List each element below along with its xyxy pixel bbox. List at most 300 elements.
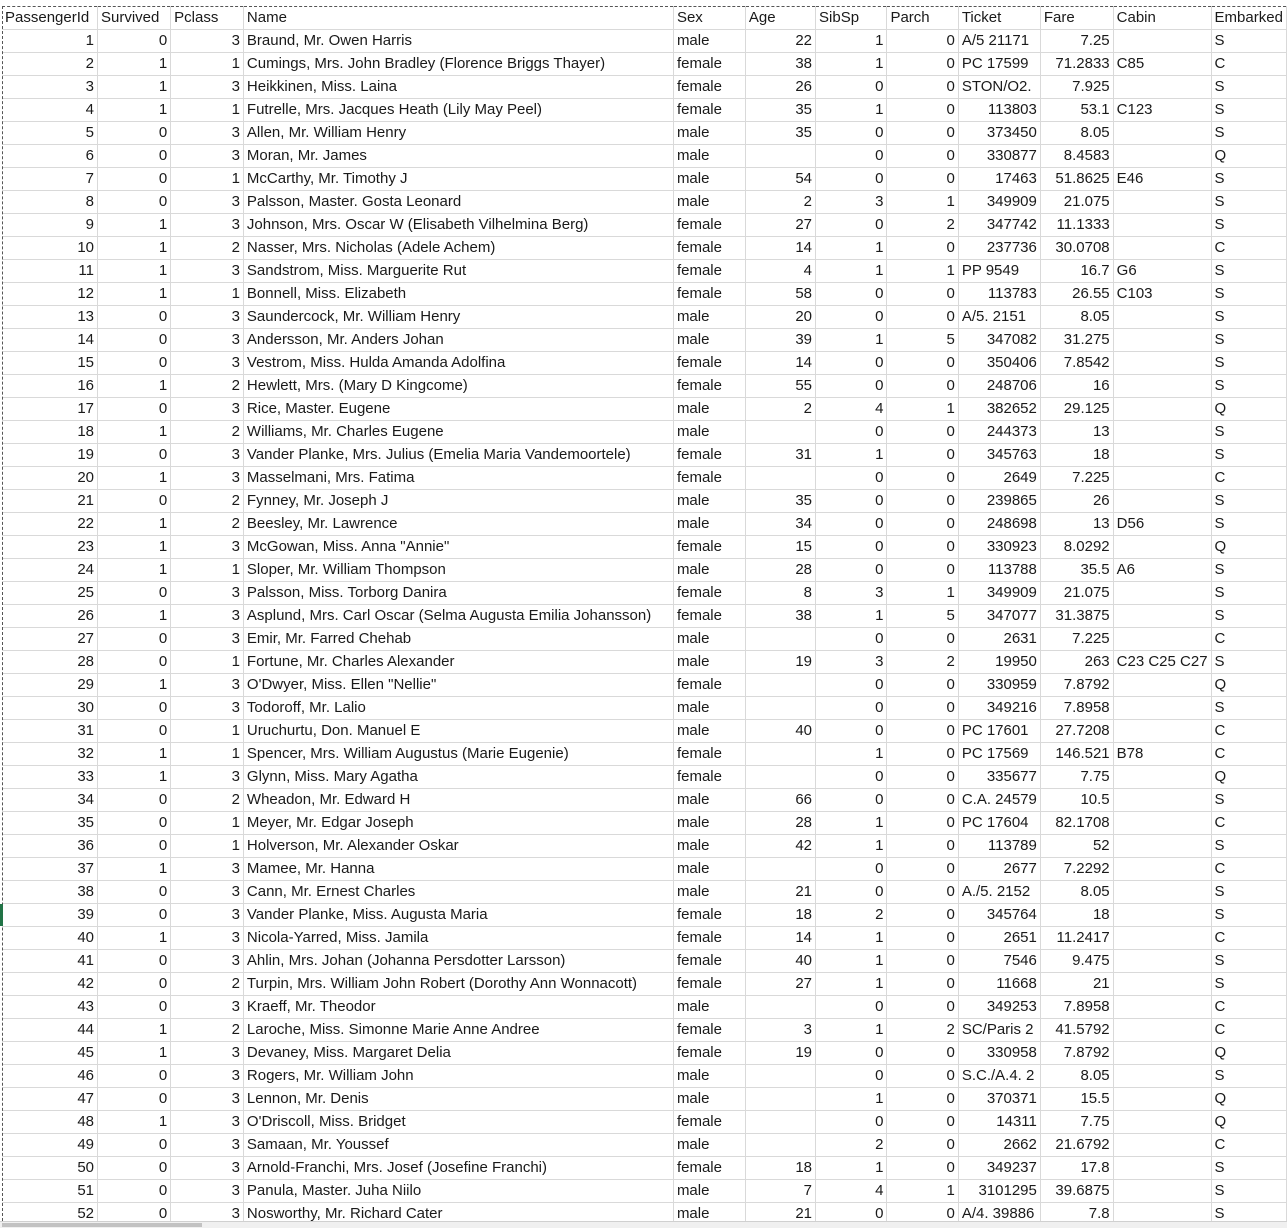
cell-ticket[interactable]: 335677 (958, 766, 1040, 789)
cell-fare[interactable]: 31.3875 (1040, 605, 1113, 628)
cell-passengerid[interactable]: 34 (2, 789, 98, 812)
cell-survived[interactable]: 1 (98, 766, 171, 789)
cell-survived[interactable]: 1 (98, 76, 171, 99)
cell-embarked[interactable]: S (1211, 283, 1286, 306)
cell-name[interactable]: Bonnell, Miss. Elizabeth (243, 283, 673, 306)
cell-ticket[interactable]: C.A. 24579 (958, 789, 1040, 812)
cell-sex[interactable]: male (673, 306, 745, 329)
cell-sibsp[interactable]: 1 (816, 237, 887, 260)
cell-name[interactable]: Masselmani, Mrs. Fatima (243, 467, 673, 490)
cell-sex[interactable]: female (673, 536, 745, 559)
cell-sex[interactable]: female (673, 605, 745, 628)
cell-embarked[interactable]: S (1211, 582, 1286, 605)
cell-sibsp[interactable]: 1 (816, 927, 887, 950)
cell-sibsp[interactable]: 0 (816, 628, 887, 651)
cell-fare[interactable]: 21.075 (1040, 191, 1113, 214)
cell-cabin[interactable] (1113, 812, 1211, 835)
cell-name[interactable]: Sloper, Mr. William Thompson (243, 559, 673, 582)
cell-sibsp[interactable]: 0 (816, 145, 887, 168)
cell-ticket[interactable]: 347742 (958, 214, 1040, 237)
cell-survived[interactable]: 1 (98, 513, 171, 536)
cell-embarked[interactable]: S (1211, 490, 1286, 513)
cell-sex[interactable]: male (673, 1134, 745, 1157)
cell-ticket[interactable]: 349909 (958, 582, 1040, 605)
cell-survived[interactable]: 0 (98, 168, 171, 191)
cell-ticket[interactable]: 330923 (958, 536, 1040, 559)
cell-sex[interactable]: female (673, 927, 745, 950)
cell-ticket[interactable]: A/5 21171 (958, 30, 1040, 53)
cell-pclass[interactable]: 3 (171, 1088, 244, 1111)
cell-passengerid[interactable]: 48 (2, 1111, 98, 1134)
cell-passengerid[interactable]: 7 (2, 168, 98, 191)
cell-passengerid[interactable]: 49 (2, 1134, 98, 1157)
cell-age[interactable]: 28 (745, 812, 815, 835)
cell-fare[interactable]: 41.5792 (1040, 1019, 1113, 1042)
cell-sibsp[interactable]: 0 (816, 122, 887, 145)
cell-age[interactable] (745, 1065, 815, 1088)
cell-name[interactable]: Cumings, Mrs. John Bradley (Florence Briggs Thayer) (243, 53, 673, 76)
cell-embarked[interactable]: C (1211, 927, 1286, 950)
cell-embarked[interactable]: S (1211, 1065, 1286, 1088)
cell-pclass[interactable]: 3 (171, 766, 244, 789)
cell-passengerid[interactable]: 47 (2, 1088, 98, 1111)
cell-fare[interactable]: 8.05 (1040, 1065, 1113, 1088)
cell-passengerid[interactable]: 41 (2, 950, 98, 973)
cell-parch[interactable]: 0 (887, 950, 958, 973)
cell-embarked[interactable]: S (1211, 881, 1286, 904)
cell-age[interactable]: 40 (745, 720, 815, 743)
cell-parch[interactable]: 0 (887, 1203, 958, 1222)
cell-fare[interactable]: 7.2292 (1040, 858, 1113, 881)
cell-cabin[interactable]: D56 (1113, 513, 1211, 536)
cell-name[interactable]: Hewlett, Mrs. (Mary D Kingcome) (243, 375, 673, 398)
cell-age[interactable]: 42 (745, 835, 815, 858)
cell-fare[interactable]: 11.2417 (1040, 927, 1113, 950)
cell-embarked[interactable]: C (1211, 1134, 1286, 1157)
cell-age[interactable] (745, 766, 815, 789)
cell-sex[interactable]: male (673, 513, 745, 536)
cell-sibsp[interactable]: 1 (816, 973, 887, 996)
cell-passengerid[interactable]: 6 (2, 145, 98, 168)
cell-name[interactable]: Lennon, Mr. Denis (243, 1088, 673, 1111)
cell-parch[interactable]: 1 (887, 398, 958, 421)
cell-ticket[interactable]: A/5. 2151 (958, 306, 1040, 329)
cell-name[interactable]: O'Driscoll, Miss. Bridget (243, 1111, 673, 1134)
cell-sex[interactable]: male (673, 812, 745, 835)
cell-survived[interactable]: 0 (98, 950, 171, 973)
cell-sibsp[interactable]: 0 (816, 996, 887, 1019)
column-header-passengerid[interactable]: PassengerId (2, 7, 98, 30)
cell-sibsp[interactable]: 1 (816, 1157, 887, 1180)
cell-age[interactable]: 40 (745, 950, 815, 973)
cell-age[interactable]: 54 (745, 168, 815, 191)
cell-cabin[interactable] (1113, 467, 1211, 490)
cell-parch[interactable]: 0 (887, 559, 958, 582)
cell-passengerid[interactable]: 28 (2, 651, 98, 674)
cell-sibsp[interactable]: 1 (816, 99, 887, 122)
cell-cabin[interactable] (1113, 1042, 1211, 1065)
cell-name[interactable]: Todoroff, Mr. Lalio (243, 697, 673, 720)
cell-cabin[interactable] (1113, 421, 1211, 444)
cell-name[interactable]: Johnson, Mrs. Oscar W (Elisabeth Vilhelmina Berg) (243, 214, 673, 237)
cell-pclass[interactable]: 3 (171, 122, 244, 145)
cell-survived[interactable]: 1 (98, 260, 171, 283)
cell-survived[interactable]: 0 (98, 30, 171, 53)
cell-survived[interactable]: 0 (98, 835, 171, 858)
cell-parch[interactable]: 0 (887, 99, 958, 122)
cell-survived[interactable]: 0 (98, 1203, 171, 1222)
cell-sibsp[interactable]: 0 (816, 789, 887, 812)
cell-sibsp[interactable]: 0 (816, 283, 887, 306)
cell-parch[interactable]: 0 (887, 513, 958, 536)
cell-parch[interactable]: 0 (887, 1134, 958, 1157)
cell-name[interactable]: Heikkinen, Miss. Laina (243, 76, 673, 99)
cell-sex[interactable]: female (673, 444, 745, 467)
cell-passengerid[interactable]: 23 (2, 536, 98, 559)
cell-pclass[interactable]: 3 (171, 605, 244, 628)
cell-sibsp[interactable]: 0 (816, 1065, 887, 1088)
cell-embarked[interactable]: S (1211, 76, 1286, 99)
cell-passengerid[interactable]: 42 (2, 973, 98, 996)
cell-survived[interactable]: 1 (98, 237, 171, 260)
cell-name[interactable]: Meyer, Mr. Edgar Joseph (243, 812, 673, 835)
cell-name[interactable]: Sandstrom, Miss. Marguerite Rut (243, 260, 673, 283)
cell-embarked[interactable]: C (1211, 237, 1286, 260)
cell-embarked[interactable]: C (1211, 720, 1286, 743)
cell-survived[interactable]: 0 (98, 720, 171, 743)
cell-survived[interactable]: 1 (98, 927, 171, 950)
cell-name[interactable]: Fortune, Mr. Charles Alexander (243, 651, 673, 674)
scrollbar-thumb[interactable] (2, 1223, 202, 1227)
cell-fare[interactable]: 39.6875 (1040, 1180, 1113, 1203)
cell-age[interactable]: 38 (745, 53, 815, 76)
cell-passengerid[interactable]: 5 (2, 122, 98, 145)
cell-embarked[interactable]: S (1211, 99, 1286, 122)
cell-fare[interactable]: 7.8958 (1040, 996, 1113, 1019)
cell-cabin[interactable] (1113, 490, 1211, 513)
cell-cabin[interactable]: C85 (1113, 53, 1211, 76)
cell-survived[interactable]: 0 (98, 329, 171, 352)
cell-cabin[interactable] (1113, 536, 1211, 559)
cell-parch[interactable]: 0 (887, 858, 958, 881)
cell-sibsp[interactable]: 3 (816, 651, 887, 674)
cell-sibsp[interactable]: 1 (816, 53, 887, 76)
cell-embarked[interactable]: S (1211, 191, 1286, 214)
cell-survived[interactable]: 0 (98, 973, 171, 996)
cell-name[interactable]: Panula, Master. Juha Niilo (243, 1180, 673, 1203)
cell-parch[interactable]: 0 (887, 766, 958, 789)
cell-pclass[interactable]: 3 (171, 582, 244, 605)
cell-sex[interactable]: female (673, 375, 745, 398)
cell-pclass[interactable]: 1 (171, 835, 244, 858)
cell-ticket[interactable]: 11668 (958, 973, 1040, 996)
cell-parch[interactable]: 2 (887, 1019, 958, 1042)
cell-survived[interactable]: 1 (98, 674, 171, 697)
cell-fare[interactable]: 7.8958 (1040, 697, 1113, 720)
cell-survived[interactable]: 0 (98, 651, 171, 674)
cell-parch[interactable]: 0 (887, 881, 958, 904)
cell-sex[interactable]: female (673, 1157, 745, 1180)
cell-fare[interactable]: 7.75 (1040, 1111, 1113, 1134)
cell-pclass[interactable]: 3 (171, 536, 244, 559)
cell-embarked[interactable]: C (1211, 812, 1286, 835)
cell-embarked[interactable]: C (1211, 628, 1286, 651)
cell-passengerid[interactable]: 30 (2, 697, 98, 720)
cell-name[interactable]: Cann, Mr. Ernest Charles (243, 881, 673, 904)
cell-passengerid[interactable]: 9 (2, 214, 98, 237)
cell-embarked[interactable]: C (1211, 996, 1286, 1019)
cell-parch[interactable]: 0 (887, 996, 958, 1019)
cell-ticket[interactable]: 330958 (958, 1042, 1040, 1065)
cell-name[interactable]: Wheadon, Mr. Edward H (243, 789, 673, 812)
cell-sex[interactable]: male (673, 789, 745, 812)
cell-sibsp[interactable]: 0 (816, 697, 887, 720)
cell-sex[interactable]: male (673, 191, 745, 214)
cell-sibsp[interactable]: 1 (816, 30, 887, 53)
cell-age[interactable]: 38 (745, 605, 815, 628)
cell-name[interactable]: McGowan, Miss. Anna "Annie" (243, 536, 673, 559)
cell-name[interactable]: Devaney, Miss. Margaret Delia (243, 1042, 673, 1065)
cell-passengerid[interactable]: 52 (2, 1203, 98, 1222)
cell-survived[interactable]: 0 (98, 904, 171, 927)
cell-fare[interactable]: 27.7208 (1040, 720, 1113, 743)
cell-parch[interactable]: 0 (887, 306, 958, 329)
cell-passengerid[interactable]: 8 (2, 191, 98, 214)
cell-parch[interactable]: 0 (887, 1111, 958, 1134)
column-header-name[interactable]: Name (243, 7, 673, 30)
cell-age[interactable] (745, 858, 815, 881)
cell-age[interactable]: 3 (745, 1019, 815, 1042)
cell-pclass[interactable]: 3 (171, 881, 244, 904)
cell-sibsp[interactable]: 0 (816, 720, 887, 743)
cell-age[interactable]: 21 (745, 881, 815, 904)
cell-cabin[interactable] (1113, 720, 1211, 743)
cell-sex[interactable]: male (673, 421, 745, 444)
cell-ticket[interactable]: A./5. 2152 (958, 881, 1040, 904)
cell-cabin[interactable] (1113, 145, 1211, 168)
cell-survived[interactable]: 1 (98, 858, 171, 881)
cell-survived[interactable]: 0 (98, 582, 171, 605)
cell-cabin[interactable] (1113, 582, 1211, 605)
cell-sibsp[interactable]: 0 (816, 1203, 887, 1222)
cell-sibsp[interactable]: 1 (816, 1019, 887, 1042)
cell-fare[interactable]: 18 (1040, 904, 1113, 927)
cell-embarked[interactable]: S (1211, 306, 1286, 329)
cell-ticket[interactable]: 350406 (958, 352, 1040, 375)
column-header-parch[interactable]: Parch (887, 7, 958, 30)
cell-sibsp[interactable]: 1 (816, 329, 887, 352)
cell-cabin[interactable] (1113, 191, 1211, 214)
cell-name[interactable]: Uruchurtu, Don. Manuel E (243, 720, 673, 743)
cell-sibsp[interactable]: 0 (816, 1111, 887, 1134)
cell-passengerid[interactable]: 17 (2, 398, 98, 421)
cell-parch[interactable]: 0 (887, 421, 958, 444)
cell-name[interactable]: Moran, Mr. James (243, 145, 673, 168)
cell-cabin[interactable] (1113, 1134, 1211, 1157)
cell-age[interactable]: 14 (745, 352, 815, 375)
cell-name[interactable]: Beesley, Mr. Lawrence (243, 513, 673, 536)
cell-sex[interactable]: female (673, 283, 745, 306)
cell-ticket[interactable]: 373450 (958, 122, 1040, 145)
cell-survived[interactable]: 0 (98, 490, 171, 513)
cell-pclass[interactable]: 1 (171, 283, 244, 306)
cell-sibsp[interactable]: 1 (816, 950, 887, 973)
cell-sex[interactable]: male (673, 122, 745, 145)
cell-fare[interactable]: 7.8792 (1040, 1042, 1113, 1065)
cell-sex[interactable]: male (673, 835, 745, 858)
column-header-age[interactable]: Age (745, 7, 815, 30)
cell-sibsp[interactable]: 3 (816, 191, 887, 214)
cell-sex[interactable]: male (673, 168, 745, 191)
cell-embarked[interactable]: Q (1211, 674, 1286, 697)
cell-cabin[interactable]: C103 (1113, 283, 1211, 306)
cell-embarked[interactable]: S (1211, 559, 1286, 582)
cell-cabin[interactable] (1113, 1019, 1211, 1042)
cell-fare[interactable]: 18 (1040, 444, 1113, 467)
cell-ticket[interactable]: 7546 (958, 950, 1040, 973)
cell-fare[interactable]: 146.521 (1040, 743, 1113, 766)
cell-survived[interactable]: 1 (98, 743, 171, 766)
cell-sibsp[interactable]: 0 (816, 168, 887, 191)
cell-pclass[interactable]: 3 (171, 858, 244, 881)
cell-name[interactable]: Emir, Mr. Farred Chehab (243, 628, 673, 651)
cell-sex[interactable]: female (673, 1042, 745, 1065)
cell-fare[interactable]: 21.075 (1040, 582, 1113, 605)
cell-parch[interactable]: 0 (887, 628, 958, 651)
cell-pclass[interactable]: 3 (171, 1134, 244, 1157)
cell-fare[interactable]: 71.2833 (1040, 53, 1113, 76)
cell-survived[interactable]: 0 (98, 306, 171, 329)
cell-embarked[interactable]: S (1211, 352, 1286, 375)
cell-cabin[interactable] (1113, 1088, 1211, 1111)
cell-cabin[interactable] (1113, 996, 1211, 1019)
cell-ticket[interactable]: 349237 (958, 1157, 1040, 1180)
cell-fare[interactable]: 7.925 (1040, 76, 1113, 99)
cell-cabin[interactable] (1113, 835, 1211, 858)
cell-sibsp[interactable]: 0 (816, 766, 887, 789)
cell-passengerid[interactable]: 11 (2, 260, 98, 283)
cell-survived[interactable]: 1 (98, 559, 171, 582)
cell-survived[interactable]: 0 (98, 881, 171, 904)
cell-pclass[interactable]: 3 (171, 352, 244, 375)
cell-parch[interactable]: 0 (887, 1042, 958, 1065)
cell-sex[interactable]: female (673, 904, 745, 927)
cell-cabin[interactable] (1113, 306, 1211, 329)
cell-sibsp[interactable]: 0 (816, 467, 887, 490)
cell-name[interactable]: Samaan, Mr. Youssef (243, 1134, 673, 1157)
cell-pclass[interactable]: 3 (171, 467, 244, 490)
cell-ticket[interactable]: 2649 (958, 467, 1040, 490)
cell-fare[interactable]: 52 (1040, 835, 1113, 858)
cell-survived[interactable]: 0 (98, 1180, 171, 1203)
cell-fare[interactable]: 29.125 (1040, 398, 1113, 421)
cell-ticket[interactable]: 19950 (958, 651, 1040, 674)
cell-name[interactable]: Spencer, Mrs. William Augustus (Marie Eugenie) (243, 743, 673, 766)
cell-ticket[interactable]: 248698 (958, 513, 1040, 536)
cell-age[interactable]: 35 (745, 122, 815, 145)
cell-ticket[interactable]: 237736 (958, 237, 1040, 260)
cell-fare[interactable]: 9.475 (1040, 950, 1113, 973)
cell-ticket[interactable]: 113803 (958, 99, 1040, 122)
cell-cabin[interactable] (1113, 1203, 1211, 1222)
cell-sibsp[interactable]: 1 (816, 1088, 887, 1111)
cell-sex[interactable]: female (673, 1019, 745, 1042)
cell-embarked[interactable]: C (1211, 53, 1286, 76)
cell-name[interactable]: Vander Planke, Miss. Augusta Maria (243, 904, 673, 927)
cell-parch[interactable]: 0 (887, 352, 958, 375)
cell-parch[interactable]: 0 (887, 904, 958, 927)
cell-age[interactable]: 34 (745, 513, 815, 536)
cell-passengerid[interactable]: 46 (2, 1065, 98, 1088)
cell-sibsp[interactable]: 0 (816, 536, 887, 559)
cell-sibsp[interactable]: 0 (816, 1042, 887, 1065)
cell-name[interactable]: Palsson, Master. Gosta Leonard (243, 191, 673, 214)
cell-survived[interactable]: 0 (98, 789, 171, 812)
cell-sex[interactable]: male (673, 145, 745, 168)
cell-embarked[interactable]: S (1211, 214, 1286, 237)
cell-name[interactable]: Nasser, Mrs. Nicholas (Adele Achem) (243, 237, 673, 260)
cell-name[interactable]: Laroche, Miss. Simonne Marie Anne Andree (243, 1019, 673, 1042)
cell-fare[interactable]: 8.05 (1040, 881, 1113, 904)
cell-parch[interactable]: 0 (887, 743, 958, 766)
cell-parch[interactable]: 0 (887, 812, 958, 835)
cell-cabin[interactable] (1113, 444, 1211, 467)
cell-survived[interactable]: 0 (98, 628, 171, 651)
cell-cabin[interactable] (1113, 674, 1211, 697)
cell-age[interactable] (745, 674, 815, 697)
cell-pclass[interactable]: 1 (171, 812, 244, 835)
cell-parch[interactable]: 0 (887, 122, 958, 145)
cell-passengerid[interactable]: 40 (2, 927, 98, 950)
cell-age[interactable]: 15 (745, 536, 815, 559)
cell-parch[interactable]: 1 (887, 582, 958, 605)
cell-cabin[interactable] (1113, 398, 1211, 421)
cell-parch[interactable]: 0 (887, 720, 958, 743)
cell-fare[interactable]: 15.5 (1040, 1088, 1113, 1111)
cell-name[interactable]: Holverson, Mr. Alexander Oskar (243, 835, 673, 858)
cell-name[interactable]: Andersson, Mr. Anders Johan (243, 329, 673, 352)
cell-age[interactable]: 4 (745, 260, 815, 283)
cell-ticket[interactable]: 14311 (958, 1111, 1040, 1134)
cell-survived[interactable]: 0 (98, 1088, 171, 1111)
cell-sex[interactable]: female (673, 950, 745, 973)
cell-fare[interactable]: 13 (1040, 513, 1113, 536)
cell-sibsp[interactable]: 0 (816, 513, 887, 536)
cell-pclass[interactable]: 1 (171, 559, 244, 582)
cell-name[interactable]: Asplund, Mrs. Carl Oscar (Selma Augusta Emilia Johansson) (243, 605, 673, 628)
cell-fare[interactable]: 7.8 (1040, 1203, 1113, 1222)
cell-ticket[interactable]: 2677 (958, 858, 1040, 881)
cell-passengerid[interactable]: 14 (2, 329, 98, 352)
cell-pclass[interactable]: 3 (171, 996, 244, 1019)
cell-survived[interactable]: 1 (98, 1019, 171, 1042)
cell-pclass[interactable]: 1 (171, 743, 244, 766)
cell-survived[interactable]: 0 (98, 697, 171, 720)
cell-cabin[interactable] (1113, 1157, 1211, 1180)
cell-cabin[interactable] (1113, 237, 1211, 260)
cell-embarked[interactable]: S (1211, 789, 1286, 812)
cell-embarked[interactable]: S (1211, 1157, 1286, 1180)
cell-passengerid[interactable]: 10 (2, 237, 98, 260)
cell-parch[interactable]: 0 (887, 973, 958, 996)
cell-embarked[interactable]: S (1211, 444, 1286, 467)
cell-age[interactable]: 27 (745, 973, 815, 996)
cell-sibsp[interactable]: 0 (816, 559, 887, 582)
cell-pclass[interactable]: 2 (171, 789, 244, 812)
cell-ticket[interactable]: 17463 (958, 168, 1040, 191)
cell-pclass[interactable]: 3 (171, 697, 244, 720)
cell-pclass[interactable]: 1 (171, 720, 244, 743)
